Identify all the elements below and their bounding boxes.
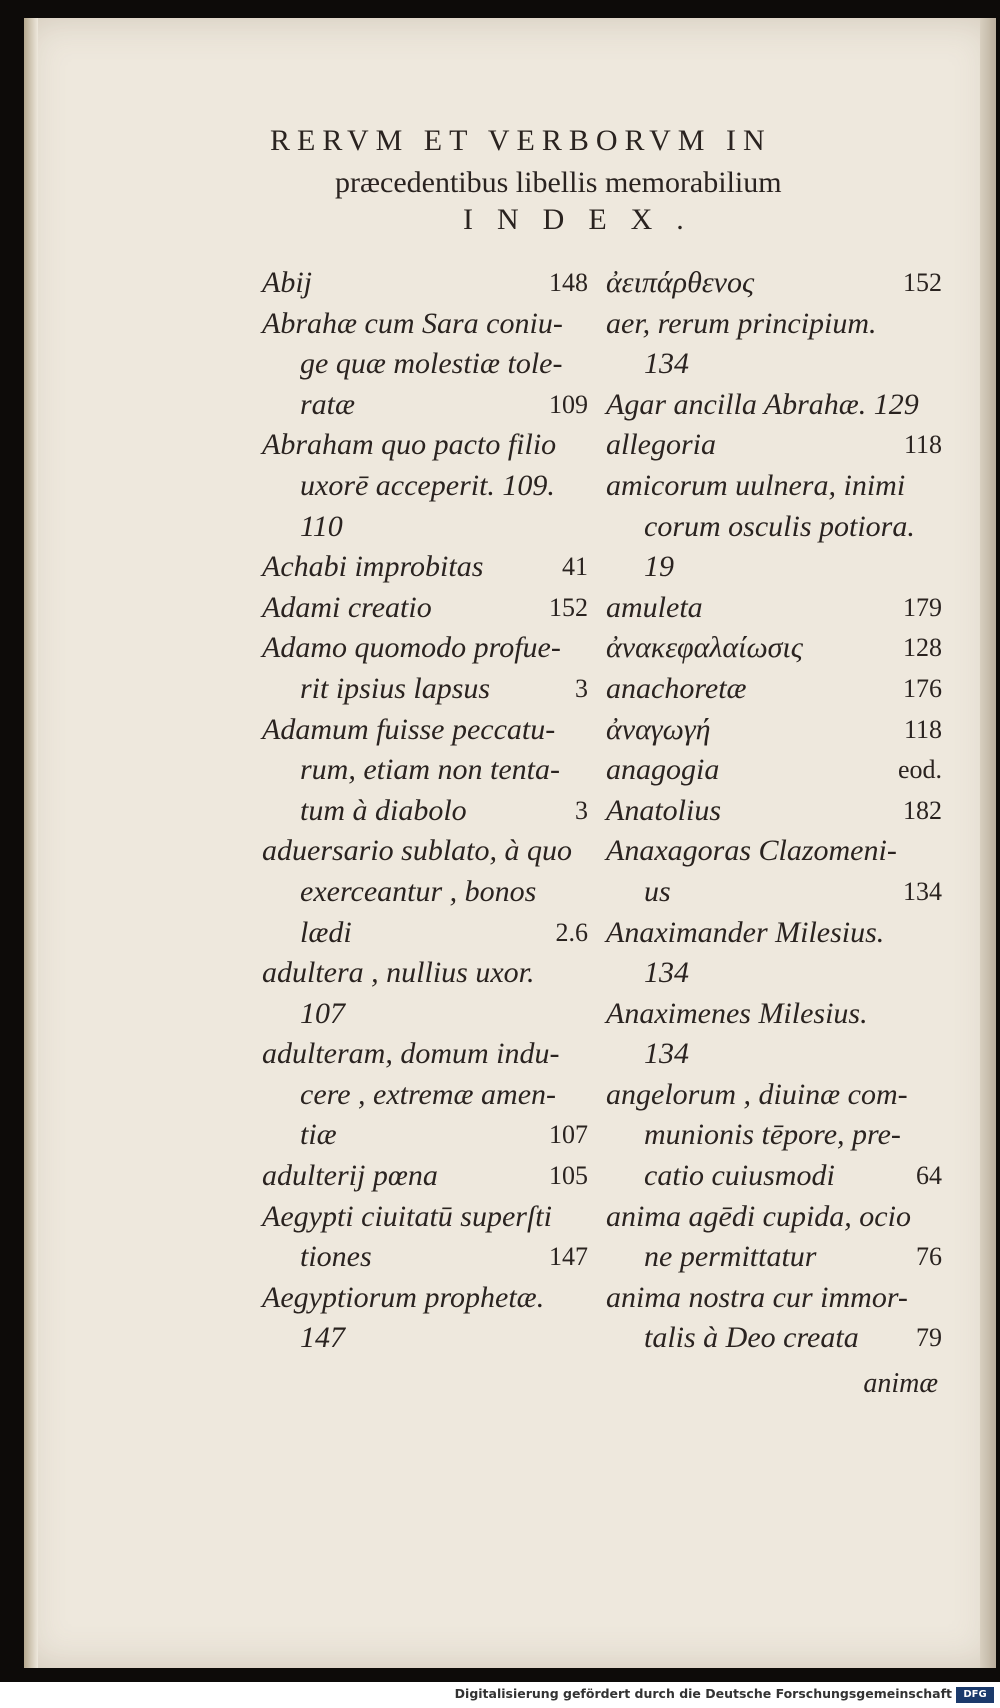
index-entry [606, 913, 942, 954]
index-entry-text: adultera , nullius uxor. [262, 956, 535, 990]
index-entry [606, 1156, 942, 1197]
page-edge [980, 18, 996, 1668]
index-entry-text: ἀειπάρθενος [606, 266, 755, 299]
index-entry [606, 344, 942, 385]
index-heading-title: INDEX. [463, 203, 708, 236]
index-entry-text: tiones [300, 1240, 372, 1274]
index-entry-text: catio cuiusmodi [644, 1159, 835, 1193]
index-entry-text: ἀνακεφαλαίωσις [606, 631, 803, 665]
index-entry-text: ne permittatur [644, 1240, 817, 1274]
index-entry-text: ἀναγωγή [606, 712, 711, 746]
index-entry-text: 110 [300, 509, 343, 543]
index-heading-line-1: RERVM ET VERBORVM IN [270, 124, 772, 157]
index-entry [606, 994, 942, 1035]
index-entry [606, 628, 942, 669]
index-entry [606, 507, 942, 548]
index-entry [606, 953, 942, 994]
index-entry [262, 1278, 588, 1319]
index-entry [262, 263, 588, 304]
index-entry-text: 134 [644, 347, 689, 381]
index-entry-page: 64 [916, 1161, 942, 1191]
index-entry [262, 344, 588, 385]
index-entry [262, 628, 588, 669]
index-column-right [606, 263, 942, 1359]
index-entry [262, 872, 588, 913]
index-entry-page: 179 [903, 592, 942, 622]
index-entry [606, 831, 942, 872]
index-entry-page: 128 [903, 633, 942, 663]
index-entry [262, 466, 588, 507]
index-entry-text: Agar ancilla Abrahæ. 129 [606, 387, 919, 421]
index-entry-page: 152 [549, 592, 588, 622]
index-entry [262, 588, 588, 629]
index-entry-text: amuleta [606, 590, 703, 624]
footer-bar [0, 1682, 1000, 1708]
index-entry [606, 547, 942, 588]
index-entry-text: Adamo quomodo profue- [262, 631, 561, 665]
index-entry [606, 669, 942, 710]
index-entry-page: 148 [549, 268, 588, 297]
index-entry [606, 750, 942, 791]
index-entry-text: aer, rerum principium. [606, 306, 877, 340]
index-entry-text: lædi [300, 915, 352, 949]
index-entry-text: Aegypti ciuitatū superſti [262, 1199, 552, 1233]
index-entry-text: ratæ [300, 387, 356, 421]
index-entry [606, 588, 942, 629]
index-entry [606, 1278, 942, 1319]
index-entry [262, 831, 588, 872]
index-entry [606, 466, 942, 507]
index-entry-text: cere , extremæ amen- [300, 1077, 556, 1111]
index-entry-page: 182 [903, 795, 942, 825]
index-entry-text: adulteram, domum indu- [262, 1037, 560, 1071]
index-entry [606, 791, 942, 832]
index-entry-text: Adami creatio [262, 590, 432, 624]
index-entry-text: amicorum uulnera, inimi [606, 468, 906, 502]
index-entry-text: angelorum , diuinæ com- [606, 1077, 908, 1111]
index-entry [262, 1156, 588, 1197]
index-entry [262, 1318, 588, 1359]
index-entry-page: 107 [549, 1120, 588, 1150]
index-entry [262, 710, 588, 751]
index-entry-text: anachoretæ [606, 671, 747, 705]
index-entry [262, 1115, 588, 1156]
index-entry-text: munionis tēpore, pre- [644, 1118, 901, 1152]
index-entry-page: 176 [903, 673, 942, 703]
index-entry-text: Abraham quo pacto filio [262, 428, 557, 462]
index-entry [606, 1115, 942, 1156]
index-entry [262, 1237, 588, 1278]
index-entry-text: tum à diabolo [300, 793, 467, 827]
index-entry-page: 41 [562, 552, 588, 582]
index-entry [606, 872, 942, 913]
page-gutter [24, 18, 38, 1668]
index-entry [262, 669, 588, 710]
index-entry-text: uxorē acceperit. 109. [300, 468, 555, 502]
index-entry [262, 304, 588, 345]
index-entry-text: Anaximander Milesius. [606, 915, 885, 949]
index-entry-text: exerceantur , bonos [300, 874, 537, 908]
index-entry-text: aduersario sublato, à quo [262, 834, 573, 868]
index-entry [262, 1197, 588, 1238]
index-entry [606, 304, 942, 345]
index-entry-text: rit ipsius lapsus [300, 671, 491, 705]
index-entry [606, 1197, 942, 1238]
index-entry [262, 791, 588, 832]
index-entry [606, 425, 942, 466]
index-entry [262, 1075, 588, 1116]
index-entry-text: Adamum fuisse peccatu- [262, 712, 556, 746]
index-entry-text: ge quæ molestiæ tole- [300, 347, 563, 381]
dfg-logo: DFG [956, 1687, 994, 1703]
index-entry [262, 913, 588, 954]
index-entry [606, 710, 942, 751]
index-entry-page: 105 [549, 1161, 588, 1191]
index-entry [606, 1034, 942, 1075]
index-entry-page: 134 [903, 876, 942, 906]
index-entry-page: 118 [903, 714, 942, 744]
index-entry-text: Anaxagoras Clazomeni- [606, 834, 897, 868]
index-entry-text: anima agēdi cupida, ocio [606, 1199, 911, 1233]
index-entry-text: 19 [644, 550, 674, 584]
index-entry-text: 107 [300, 996, 345, 1030]
index-entry-text: Anatolius [606, 793, 722, 827]
index-entry-text: rum, etiam non tenta- [300, 753, 560, 787]
index-entry-text: talis à Deo creata [644, 1321, 859, 1355]
index-entry [262, 425, 588, 466]
index-entry [262, 1034, 588, 1075]
index-entry [606, 1237, 942, 1278]
index-entry-page: 79 [916, 1323, 942, 1353]
index-entry-text: Anaximenes Milesius. [606, 996, 868, 1030]
index-entry [262, 953, 588, 994]
index-entry [262, 385, 588, 426]
index-entry-text: allegoria [606, 428, 716, 462]
index-entry-text: Achabi improbitas [262, 550, 484, 584]
index-entry [606, 1075, 942, 1116]
index-entry-page: 3 [575, 795, 588, 825]
index-entry-text: Aegyptiorum prophetæ. [262, 1280, 545, 1314]
index-entry [262, 547, 588, 588]
index-entry-page: 109 [549, 389, 588, 419]
index-entry-page: 147 [549, 1242, 588, 1272]
index-entry-text: 147 [300, 1321, 345, 1355]
index-entry-text: 134 [644, 1037, 689, 1071]
index-entry-text: anagogia [606, 753, 720, 787]
index-entry-text: Abrahæ cum Sara coniu- [262, 306, 563, 340]
index-entry-text: Abij [262, 266, 312, 299]
index-entry [606, 1318, 942, 1359]
index-entry [606, 263, 942, 304]
funding-credit: Digitalisierung gefördert durch die Deutsche Forschungsgemeinschaft [454, 1686, 952, 1701]
index-entry-text: us [644, 874, 671, 908]
index-entry [606, 385, 942, 426]
index-entry-text: adulterij pœna [262, 1159, 438, 1193]
index-entry-page: 152 [903, 268, 942, 297]
index-entry-text: 134 [644, 956, 689, 990]
index-entry [262, 994, 588, 1035]
index-entry [262, 507, 588, 548]
index-entry-page: 2.6 [555, 917, 588, 947]
index-column-left [262, 263, 588, 1359]
index-entry-text: corum osculis potiora. [644, 509, 915, 543]
index-entry-text: tiæ [300, 1118, 337, 1152]
index-entry [262, 750, 588, 791]
index-entry-page: 76 [916, 1242, 942, 1272]
catchword: animæ [863, 1368, 938, 1399]
index-entry-page: 3 [575, 673, 588, 703]
index-entry-page: eod. [897, 755, 942, 785]
index-entry-page: 118 [903, 430, 942, 460]
index-heading-line-2: præcedentibus libellis memorabilium [335, 166, 782, 199]
index-entry-text: anima nostra cur immor- [606, 1280, 908, 1314]
